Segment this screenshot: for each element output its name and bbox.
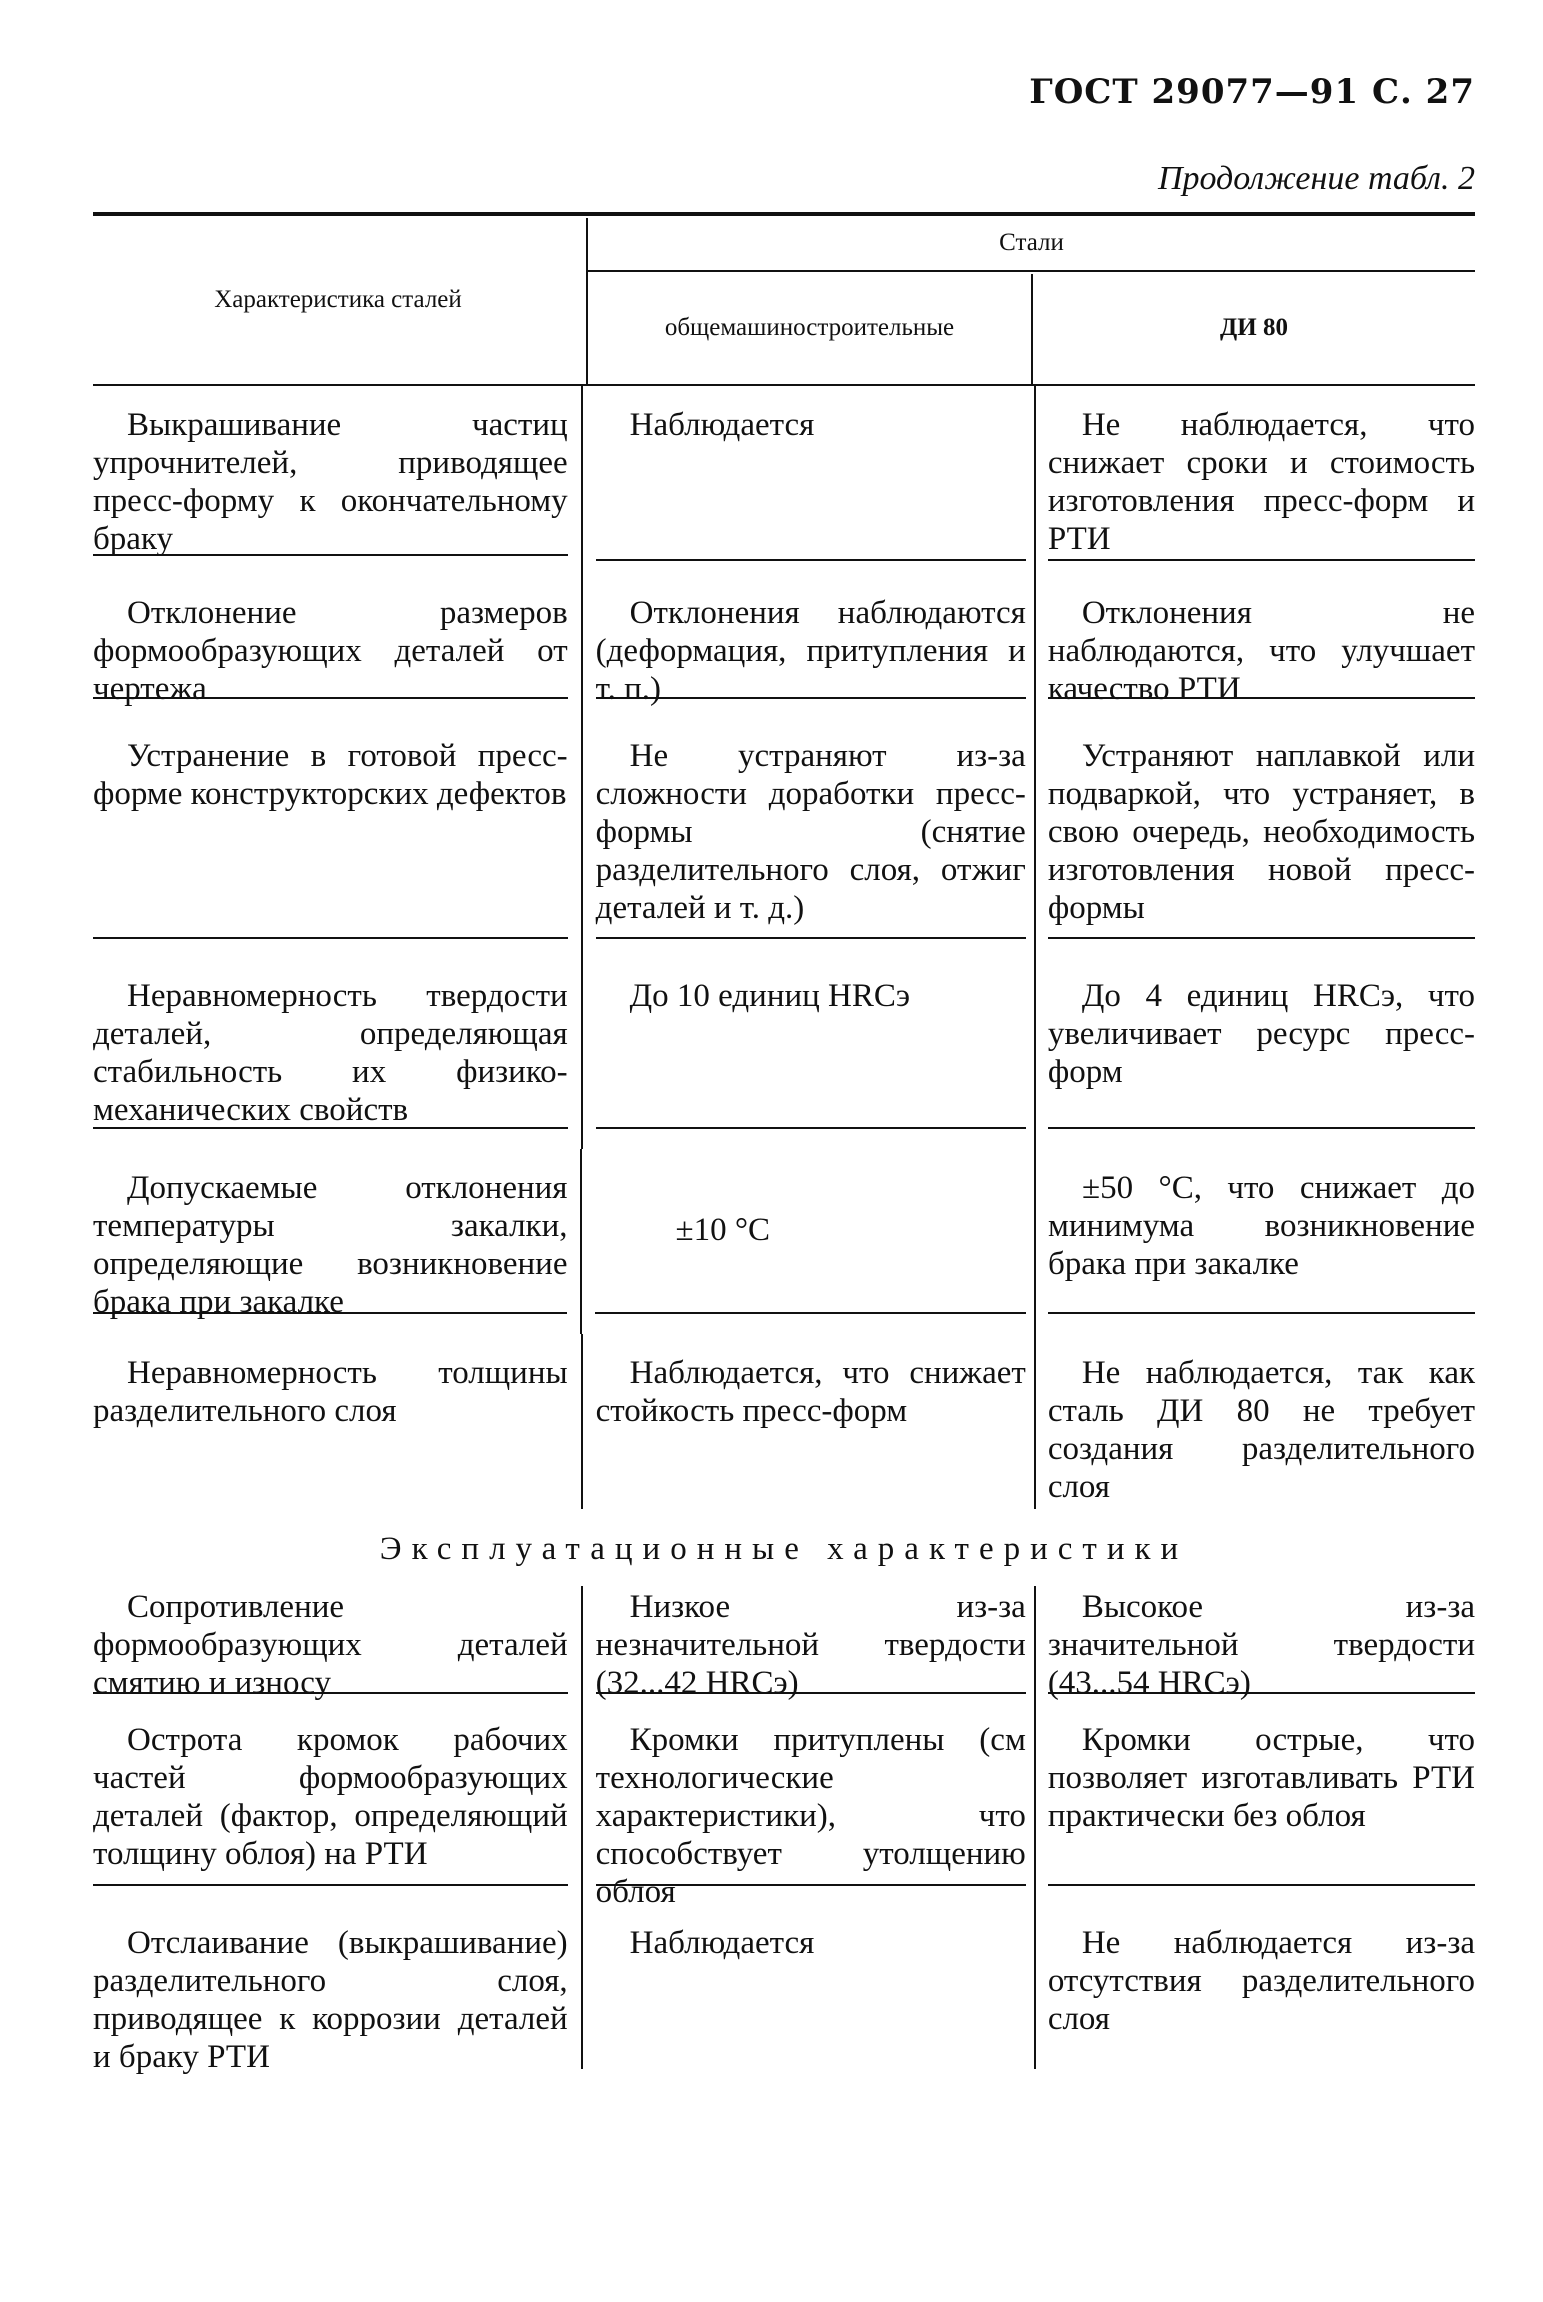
di80-cell: Кромки острые, что позволяет изготавливать РТИ практически без облоя xyxy=(1048,1701,1475,1886)
column-divider xyxy=(1034,1586,1036,1701)
column-divider xyxy=(581,1586,583,1701)
column-divider xyxy=(1034,1149,1036,1334)
column-divider xyxy=(581,1334,583,1509)
table-row xyxy=(93,1701,1476,1910)
column-divider xyxy=(581,574,583,717)
table-row xyxy=(93,957,1475,1149)
table-header xyxy=(93,216,1475,386)
characteristic-cell: Сопротивление формообразующих деталей смятию и износу xyxy=(93,1586,568,1694)
table-row xyxy=(93,574,1475,717)
general-steel-cell: Наблюдается xyxy=(629,1925,815,1961)
column-divider xyxy=(581,957,583,1149)
column-divider xyxy=(1034,717,1036,957)
header-steels-group: Стали xyxy=(588,216,1475,272)
column-divider xyxy=(1034,574,1036,717)
section-title: Эксплуатационные характеристики xyxy=(379,1531,1189,1567)
di80-cell: Не наблюдается, что снижает сроки и стоимость изготовления пресс-форм и РТИ xyxy=(1048,386,1475,561)
column-divider xyxy=(1034,1334,1036,1509)
di80-cell: Устраняют наплавкой или подваркой, что устраняет, в свою очередь, необходимость изготовления новой пресс-формы xyxy=(1048,717,1475,939)
di80-cell: Не наблюдается из-за отсутствия разделительного слоя xyxy=(1047,1925,1476,2037)
column-divider xyxy=(580,1149,582,1334)
characteristic-cell: Отслаивание (выкрашивание) разделительного слоя, приводящее к коррозии деталей и браку РТИ xyxy=(93,1925,568,2075)
general-steel-cell: Отклонения наблюдаются (деформация, притупления и т. п.) xyxy=(596,574,1026,699)
characteristic-cell: Неравномерность толщины разделительного слоя xyxy=(93,1355,568,1429)
column-divider xyxy=(1034,386,1036,574)
column-divider xyxy=(1034,1904,1036,2069)
di80-cell: Отклонения не наблюдаются, что улучшает качество РТИ xyxy=(1048,574,1475,699)
table-row xyxy=(93,1904,1476,2075)
column-divider xyxy=(581,717,583,957)
characteristic-cell: Отклонение размеров формообразующих деталей от чертежа xyxy=(93,574,568,699)
column-divider xyxy=(581,1904,583,2069)
header-general-steels: общемашиностроительные xyxy=(664,314,955,341)
di80-cell: ±50 °С, что снижает до минимума возникновение брака при закалке xyxy=(1048,1149,1475,1314)
general-steel-cell: Низкое из-за незначительной твердости (32...42 HRCэ) xyxy=(596,1586,1026,1694)
di80-cell: Не наблюдается, так как сталь ДИ 80 не требует создания разделительного слоя xyxy=(1047,1355,1476,1505)
column-divider xyxy=(581,386,583,574)
general-steel-cell: Кромки притуплены (см технологические характеристики), что способствует утолщению облоя xyxy=(596,1701,1026,1886)
general-steel-cell: Не устраняют из-за сложности доработки пресс-формы (снятие разделительного слоя, отжиг деталей и т. д.) xyxy=(596,717,1026,939)
characteristic-cell: Допускаемые отклонения температуры закалки, определяющие возникновение брака при закалке xyxy=(93,1149,567,1314)
document-reference: ГОСТ 29077—91 С. 27 xyxy=(1029,72,1475,112)
di80-cell: Высокое из-за значительной твердости (43...54 HRCэ) xyxy=(1048,1586,1475,1694)
general-steel-cell: До 10 единиц HRCэ xyxy=(596,957,1026,1129)
column-divider xyxy=(581,1701,583,1904)
table-continuation-label: Продолжение табл. 2 xyxy=(1157,160,1475,197)
table-row xyxy=(93,1334,1475,1509)
column-divider xyxy=(1034,957,1036,1149)
table-row xyxy=(93,717,1475,957)
general-steel-cell: Наблюдается, что снижает стойкость пресс-форм xyxy=(595,1355,1026,1429)
di80-cell: До 4 единиц HRCэ, что увеличивает ресурс пресс-форм xyxy=(1048,957,1475,1129)
steel-comparison-table xyxy=(93,212,1476,2075)
general-steel-cell: ±10 °С xyxy=(595,1149,1026,1314)
table-row xyxy=(93,386,1475,574)
characteristic-cell: Выкрашивание частиц упрочнителей, приводящее пресс-форму к окончательному браку xyxy=(93,386,568,556)
table-row xyxy=(93,1149,1475,1334)
general-steel-cell: Наблюдается xyxy=(596,386,1026,561)
characteristic-cell: Неравномерность твердости деталей, определяющая стабильность их физико-механических свойств xyxy=(93,957,568,1129)
characteristic-cell: Устранение в готовой пресс-форме конструкторских дефектов xyxy=(93,717,568,939)
table-row xyxy=(93,1586,1475,1701)
header-characteristic: Характеристика сталей xyxy=(214,286,462,313)
characteristic-cell: Острота кромок рабочих частей формообразующих деталей (фактор, определяющий толщину облоя) на РТИ xyxy=(93,1701,568,1886)
column-divider xyxy=(1034,1701,1036,1904)
header-di80: ДИ 80 xyxy=(1220,314,1288,341)
